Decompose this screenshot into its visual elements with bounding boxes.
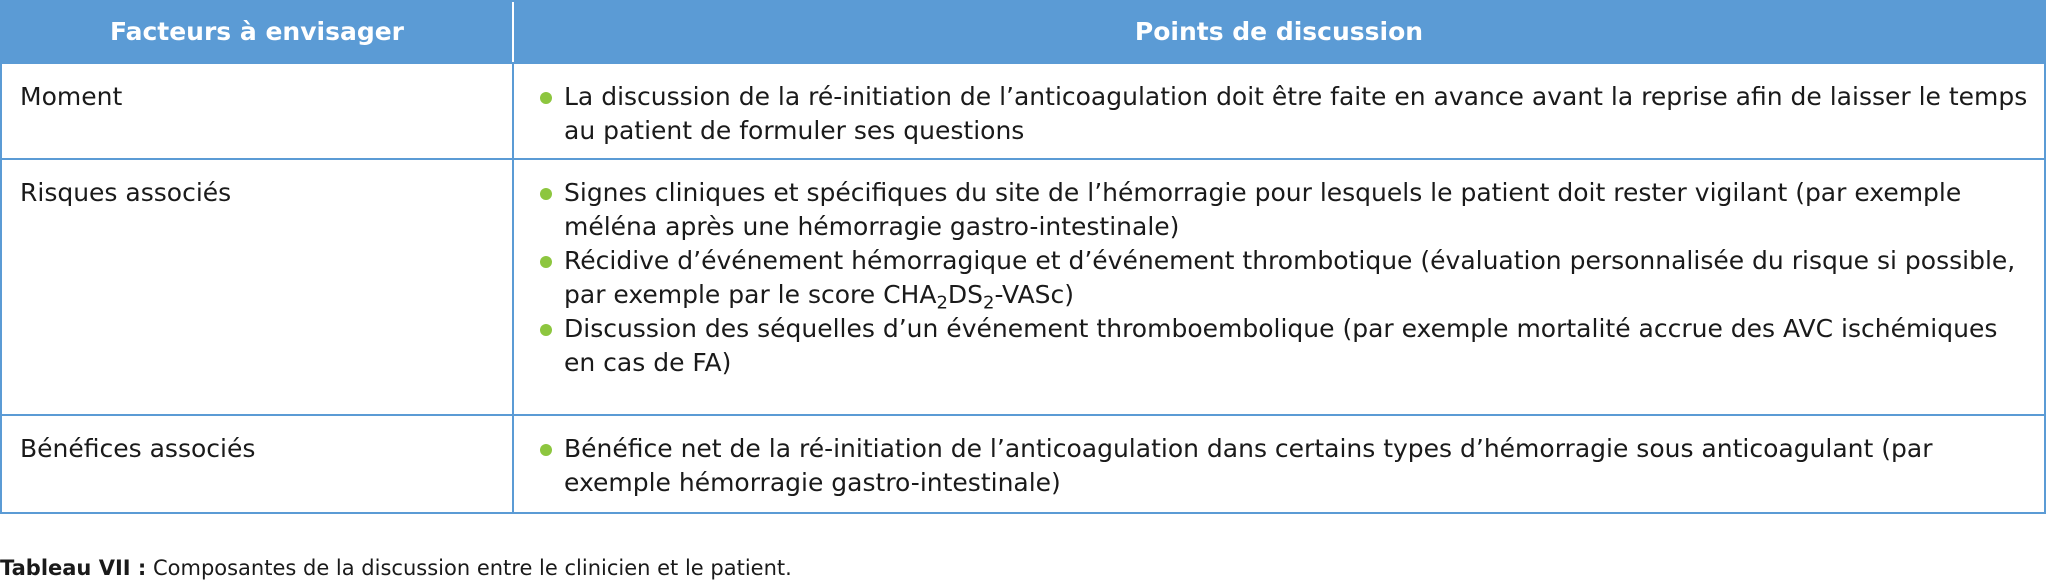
- bullet-text-part: -VASc): [994, 280, 1074, 309]
- bullet-text-part: DS: [947, 280, 984, 309]
- factor-cell: Moment: [2, 64, 514, 158]
- table-row-moment: [2, 62, 2044, 158]
- points-cell: [514, 416, 2044, 512]
- table-row-benefices: [2, 414, 2044, 512]
- bullet-text: Signes cliniques et spécifiques du site de l’hémorragie pour lesquels le patient doit rester vigilant (par exemple méléna après une hémorragie gastro-intestinale): [564, 178, 1962, 241]
- bullet-dot-icon: [540, 324, 552, 336]
- points-cell: [514, 64, 2044, 158]
- factor-cell: Bénéfices associés: [2, 416, 514, 512]
- bullet-item: [534, 244, 2032, 312]
- bullet-dot-icon: [540, 256, 552, 268]
- bullet-item: [534, 432, 2032, 500]
- points-cell: [514, 160, 2044, 414]
- bullet-text: La discussion de la ré-initiation de l’anticoagulation doit être faite en avance avant la reprise afin de laisser le temps au patient de formuler ses questions: [564, 82, 2028, 145]
- bullet-dot-icon: [540, 92, 552, 104]
- bullet-item: [534, 312, 2032, 380]
- table-header-row: [2, 2, 2044, 62]
- factor-cell: Risques associés: [2, 160, 514, 414]
- column-header-discussion-points: Points de discussion: [1134, 17, 1424, 46]
- bullet-text: Bénéfice net de la ré-initiation de l’anticoagulation dans certains types d’hémorragie sous anticoagulant (par exemple hémorragie gastro-intestinale): [564, 434, 1933, 497]
- bullet-item: [534, 80, 2032, 148]
- table-row-risques: [2, 158, 2044, 414]
- bullet-item: [534, 176, 2032, 244]
- table-caption: [0, 556, 792, 580]
- subscript: 2: [983, 292, 995, 314]
- caption-label: Tableau VII :: [0, 556, 147, 580]
- bullet-text: Discussion des séquelles d’un événement thromboembolique (par exemple mortalité accrue des AVC ischémiques en cas de FA): [564, 314, 1998, 377]
- bullet-text-part: Récidive d’événement hémorragique et d’événement thrombotique (évaluation personnalisée du risque si possible, par exemple par le score CHA: [564, 246, 2016, 309]
- caption-text: Composantes de la discussion entre le clinicien et le patient.: [146, 556, 792, 580]
- bullet-text: [564, 244, 2032, 312]
- bullet-dot-icon: [540, 444, 552, 456]
- column-header-factors: Facteurs à envisager: [2, 2, 514, 62]
- bullet-dot-icon: [540, 188, 552, 200]
- subscript: 2: [936, 292, 948, 314]
